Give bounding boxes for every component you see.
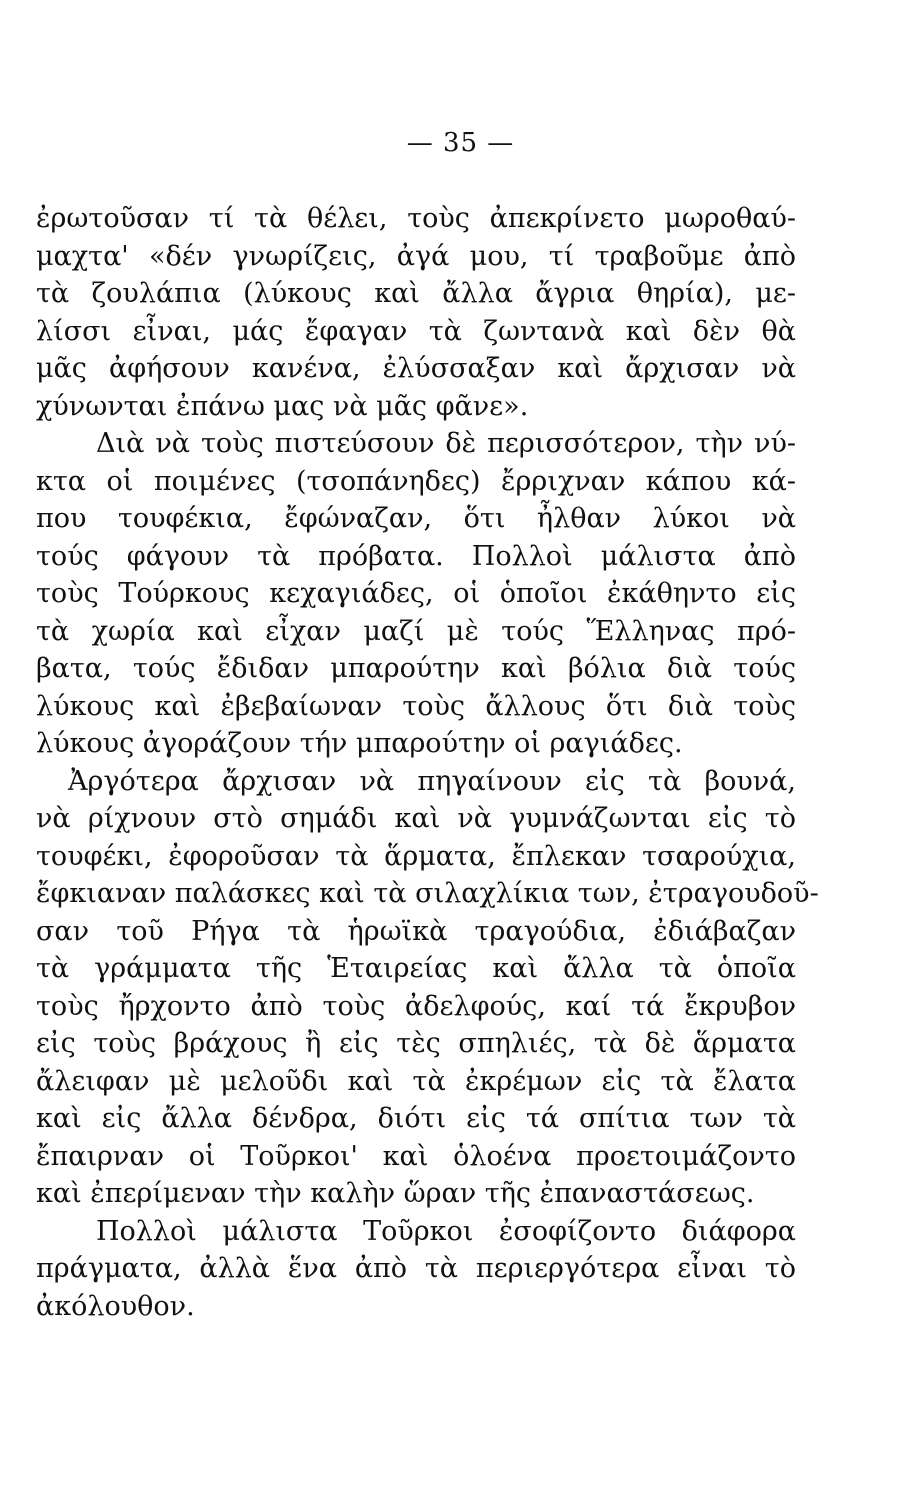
text-line: τοὺς ἤρχοντο ἀπὸ τοὺς ἀδελφούς, καί τά ἔκρυβον bbox=[36, 990, 796, 1022]
text-line: καὶ ἐπερίμεναν τὴν καλὴν ὥραν τῆς ἐπαναστάσεως. bbox=[36, 1178, 755, 1209]
text-line: Διὰ νὰ τοὺς πιστεύσουν δὲ περισσότερον, τὴν νύ- bbox=[96, 428, 796, 459]
text-line: ἀκόλουθον. bbox=[36, 1290, 195, 1322]
text-line: ἔπαιρναν οἱ Τοῦρκοι' καὶ ὁλοένα προετοιμάζοντο bbox=[36, 1140, 796, 1172]
text-line: μᾶς ἀφήσουν κανένα, ἐλύσσαξαν καὶ ἄρχισαν νὰ bbox=[36, 353, 796, 384]
text-line: χύνωνται ἐπάνω μας νὰ μᾶς φᾶνε». bbox=[36, 390, 529, 422]
text-line: λύκους ἀγοράζουν τήν μπαρούτην οἱ ραγιάδες. bbox=[36, 728, 683, 759]
text-line: ἔφκιαναν παλάσκες καὶ τὰ σιλαχλίκια των, ἐτραγουδοῦ- bbox=[36, 878, 819, 909]
text-line: σαν τοῦ Ρήγα τὰ ἡρωϊκὰ τραγούδια, ἐδιάβαζαν bbox=[36, 915, 796, 947]
text-line: ἐρωτοῦσαν τί τὰ θέλει, τοὺς ἀπεκρίνετο μωροθαύ- bbox=[36, 203, 796, 234]
text-line: βατα, τούς ἔδιδαν μπαρούτην καὶ βόλια διὰ τούς bbox=[36, 653, 796, 684]
text-line: λύκους καὶ ἐβεβαίωναν τοὺς ἄλλους ὅτι διὰ τοὺς bbox=[36, 690, 796, 722]
text-line: τὰ γράμματα τῆς Ἑταιρείας καὶ ἄλλα τὰ ὁποῖα bbox=[36, 953, 796, 984]
text-line: λίσσι εἶναι, μάς ἔφαγαν τὰ ζωντανὰ καὶ δὲν θὰ bbox=[36, 315, 796, 347]
text-line: ἄλειφαν μὲ μελοῦδι καὶ τὰ ἐκρέμων εἰς τὰ ἔλατα bbox=[36, 1065, 796, 1097]
text-line: εἰς τοὺς βράχους ἢ εἰς τὲς σπηλιές, τὰ δὲ ἅρματα bbox=[36, 1028, 796, 1059]
text-line: τὰ χωρία καὶ εἶχαν μαζί μὲ τούς Ἕλληνας πρό- bbox=[36, 615, 796, 647]
text-line: Πολλοὶ μάλιστα Τοῦρκοι ἐσοφίζοντο διάφορα bbox=[96, 1215, 796, 1247]
text-line: κτα οἱ ποιμένες (τσοπάνηδες) ἔρριχναν κάπου κά- bbox=[36, 465, 796, 497]
text-line: τούς φάγουν τὰ πρόβατα. Πολλοὶ μάλιστα ἀπὸ bbox=[36, 540, 796, 572]
text-line: μαχτα' «δέν γνωρίζεις, ἀγά μου, τί τραβοῦμε ἀπὸ bbox=[36, 240, 796, 272]
text-line: Ἀργότερα ἄρχισαν νὰ πηγαίνουν εἰς τὰ βουνά, bbox=[68, 765, 796, 797]
text-line: πράγματα, ἀλλὰ ἕνα ἀπὸ τὰ περιεργότερα εἶναι τὸ bbox=[36, 1253, 796, 1284]
text-line: τουφέκι, ἐφοροῦσαν τὰ ἅρματα, ἔπλεκαν τσαρούχια, bbox=[36, 840, 796, 872]
text-line: καὶ εἰς ἄλλα δένδρα, διότι εἰς τά σπίτια των τὰ bbox=[36, 1103, 796, 1134]
text-line: τοὺς Τούρκους κεχαγιάδες, οἱ ὁποῖοι ἐκάθηντο εἰς bbox=[36, 578, 796, 609]
page-number: — 35 — bbox=[406, 128, 515, 158]
body-text bbox=[36, 200, 819, 1325]
text-line: που τουφέκια, ἔφώναζαν, ὅτι ἦλθαν λύκοι νὰ bbox=[36, 503, 796, 534]
text-line: τὰ ζουλάπια (λύκους καὶ ἄλλα ἄγρια θηρία), με- bbox=[36, 278, 796, 309]
text-line: νὰ ρίχνουν στὸ σημάδι καὶ νὰ γυμνάζωνται εἰς τὸ bbox=[36, 803, 796, 834]
